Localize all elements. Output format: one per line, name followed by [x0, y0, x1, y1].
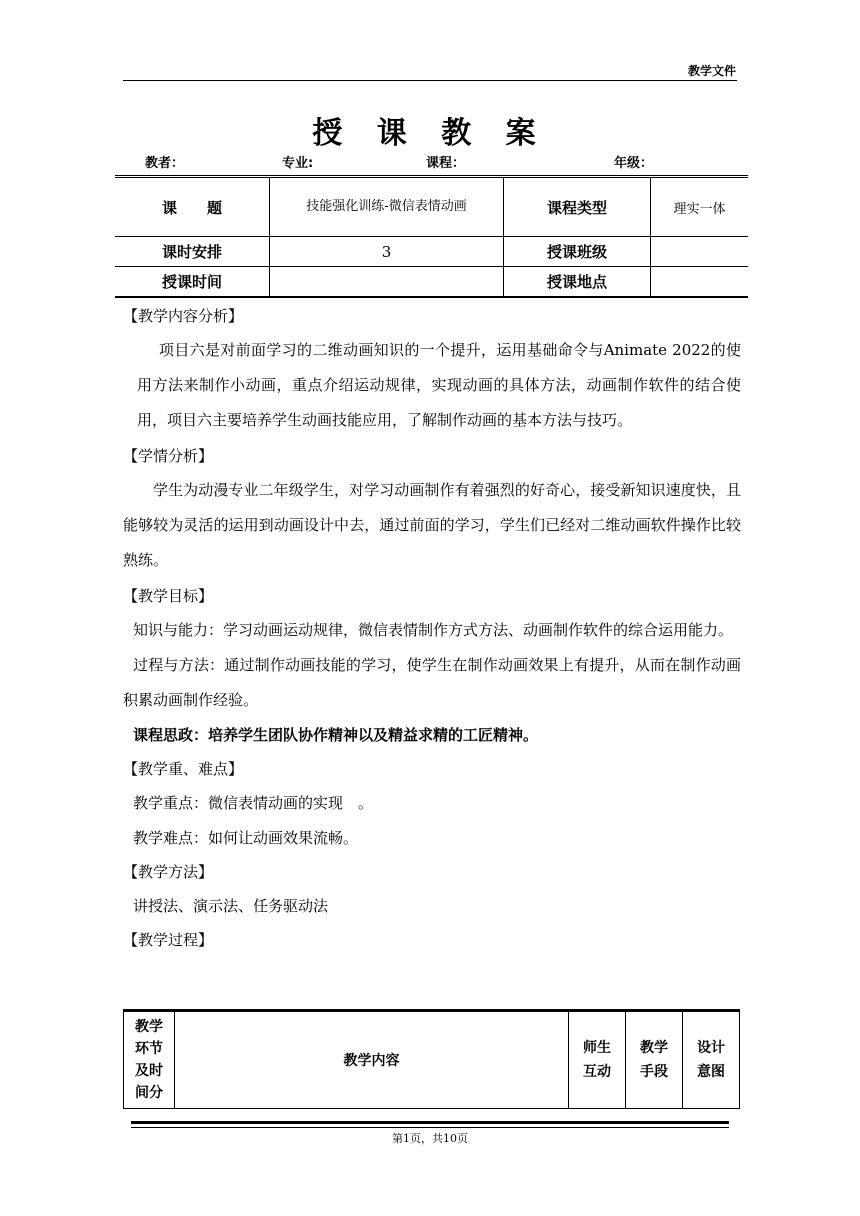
meta-row [0, 152, 860, 172]
goals-heading: 【教学目标】 [123, 587, 214, 605]
means-header: 教学 手段 [626, 1011, 683, 1109]
page-number: 第1页，共10页 [392, 1132, 468, 1145]
methods-text: 讲授法、演示法、任务驱动法 [133, 897, 329, 915]
key-points-heading: 【教学重、难点】 [123, 760, 244, 778]
topic-label: 课 题 [115, 177, 270, 237]
student-analysis-text: 学生为动漫专业二年级学生，对学习动画制作有着强烈的好奇心，接受新知识速度快，且能够较为灵活的运用到动画设计中去，通过前面的学习，学生们已经对二维动画软件操作比较熟练。 [123, 481, 741, 569]
process-heading: 【教学过程】 [123, 931, 214, 949]
course-label: 课程： [426, 156, 466, 171]
content-analysis-heading: 【教学内容分析】 [123, 307, 244, 325]
content-analysis-text: 项目六是对前面学习的二维动画知识的一个提升，运用基础命令与Animate 2022的使用方法来制作小动画，重点介绍运动规律，实现动画的具体方法，动画制作软件的结合使用，项目六主要培养学生动画技能应用，了解制作动画的基本方法与技巧。 [137, 341, 741, 429]
stage-time-header: 教学 环节 及时 间分 [124, 1011, 175, 1109]
class-value [651, 237, 749, 267]
course-type-value: 理实一体 [651, 177, 749, 237]
footer-rule-thick [131, 1121, 729, 1124]
hours-value: 3 [270, 237, 504, 267]
footer-rule-thin [131, 1127, 729, 1128]
class-label: 授课班级 [504, 237, 651, 267]
lesson-body [123, 300, 741, 957]
difficult-point: 教学难点：如何让动画效果流畅。 [133, 829, 359, 847]
topic-value: 技能强化训练-微信表情动画 [270, 177, 504, 237]
goal-ideology: 课程思政：培养学生团队协作精神以及精益求精的工匠精神。 [133, 726, 539, 744]
content-header: 教学内容 [175, 1011, 569, 1109]
grade-label: 年级： [614, 156, 654, 171]
design-intent-header: 设计 意图 [683, 1011, 740, 1109]
interaction-header: 师生 互动 [569, 1011, 626, 1109]
page-title: 授 课 教 案 [312, 116, 548, 151]
teacher-label: 教者： [145, 156, 185, 171]
goal-process: 过程与方法：通过制作动画技能的学习，使学生在制作动画效果上有提升，从而在制作动画积累动画制作经验。 [123, 656, 741, 709]
header-rule [123, 80, 737, 81]
header-label: 教学文件 [687, 64, 736, 78]
course-info-table [115, 175, 748, 298]
time-value [270, 267, 504, 298]
major-label: 专业: [282, 156, 314, 171]
teaching-process-table [123, 1009, 740, 1109]
key-point: 教学重点：微信表情动画的实现 。 [133, 794, 374, 812]
place-label: 授课地点 [504, 267, 651, 298]
student-analysis-heading: 【学情分析】 [123, 447, 214, 465]
methods-heading: 【教学方法】 [123, 863, 214, 881]
goal-knowledge: 知识与能力：学习动画运动规律，微信表情制作方式方法、动画制作软件的综合运用能力。 [133, 621, 734, 639]
time-label: 授课时间 [115, 267, 270, 298]
course-type-label: 课程类型 [504, 177, 651, 237]
place-value [651, 267, 749, 298]
hours-label: 课时安排 [115, 237, 270, 267]
